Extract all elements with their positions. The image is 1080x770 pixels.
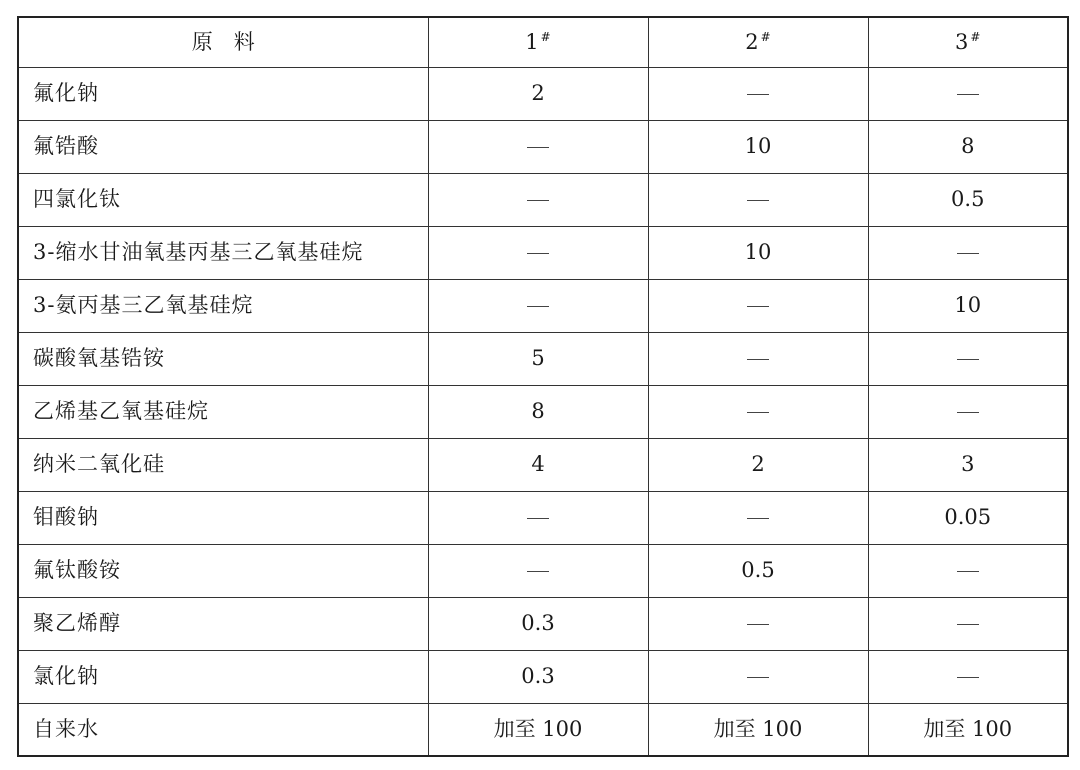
not-applicable-dash: [747, 306, 769, 307]
formula-1-value-cell: [428, 279, 648, 332]
header-formula-2-mark: #: [760, 30, 771, 45]
table-row: [18, 332, 1068, 385]
formula-1-value-cell: [428, 491, 648, 544]
formula-2-value-cell: 10: [648, 226, 868, 279]
formula-1-value-cell: 0.3: [428, 650, 648, 703]
material-name-cell: 3-缩水甘油氧基丙基三乙氧基硅烷: [18, 226, 428, 279]
header-formula-1-mark: #: [540, 30, 551, 45]
formula-3-value-cell: [868, 332, 1068, 385]
table-row: [18, 650, 1068, 703]
table-row: [18, 67, 1068, 120]
material-name-cell: 3-氨丙基三乙氧基硅烷: [18, 279, 428, 332]
table-row: [18, 385, 1068, 438]
table-row: [18, 173, 1068, 226]
formula-3-value-cell: [868, 650, 1068, 703]
formula-3-value-cell: 0.05: [868, 491, 1068, 544]
table-row: [18, 544, 1068, 597]
material-name-cell: 氟化钠: [18, 67, 428, 120]
material-name-cell: 氟钛酸铵: [18, 544, 428, 597]
header-formula-1: [428, 17, 648, 67]
material-name-cell: 纳米二氧化硅: [18, 438, 428, 491]
table-row: [18, 226, 1068, 279]
formula-1-value-cell: [428, 544, 648, 597]
material-name-cell: 自来水: [18, 703, 428, 756]
not-applicable-dash: [527, 147, 549, 148]
table-row: [18, 597, 1068, 650]
formula-1-value-cell: [428, 226, 648, 279]
not-applicable-dash: [747, 94, 769, 95]
material-name-cell: 氟锆酸: [18, 120, 428, 173]
table-body: [18, 67, 1068, 756]
material-name-cell: 钼酸钠: [18, 491, 428, 544]
formula-2-value-cell: [648, 385, 868, 438]
not-applicable-dash: [747, 624, 769, 625]
formula-3-value-cell: 10: [868, 279, 1068, 332]
formula-1-value-cell: 0.3: [428, 597, 648, 650]
header-raw-material: [18, 17, 428, 67]
not-applicable-dash: [747, 677, 769, 678]
formula-1-value-cell: 5: [428, 332, 648, 385]
header-formula-2: [648, 17, 868, 67]
formula-1-value-cell: [428, 173, 648, 226]
formula-2-value-cell: 0.5: [648, 544, 868, 597]
not-applicable-dash: [527, 200, 549, 201]
formula-3-value-cell: 加至 100: [868, 703, 1068, 756]
not-applicable-dash: [747, 359, 769, 360]
formula-3-value-cell: 3: [868, 438, 1068, 491]
header-formula-3: [868, 17, 1068, 67]
not-applicable-dash: [957, 412, 979, 413]
formula-3-value-cell: [868, 67, 1068, 120]
not-applicable-dash: [957, 624, 979, 625]
table-row: [18, 279, 1068, 332]
formula-2-value-cell: [648, 279, 868, 332]
formula-2-value-cell: [648, 491, 868, 544]
formula-2-value-cell: [648, 173, 868, 226]
header-formula-1-label: 1: [525, 30, 539, 55]
formula-1-value-cell: [428, 120, 648, 173]
formula-2-value-cell: 10: [648, 120, 868, 173]
formulation-table-container: [17, 16, 1067, 751]
formula-3-value-cell: [868, 385, 1068, 438]
formula-1-value-cell: 加至 100: [428, 703, 648, 756]
formula-2-value-cell: 2: [648, 438, 868, 491]
header-formula-3-mark: #: [970, 30, 981, 45]
not-applicable-dash: [957, 94, 979, 95]
formula-1-value-cell: 4: [428, 438, 648, 491]
formula-2-value-cell: [648, 597, 868, 650]
header-raw-material-label: 原 料: [191, 29, 255, 54]
formula-1-value-cell: 2: [428, 67, 648, 120]
formula-3-value-cell: [868, 226, 1068, 279]
formula-2-value-cell: [648, 332, 868, 385]
material-name-cell: 聚乙烯醇: [18, 597, 428, 650]
header-formula-3-label: 3: [955, 30, 969, 55]
not-applicable-dash: [957, 677, 979, 678]
not-applicable-dash: [957, 253, 979, 254]
material-name-cell: 碳酸氧基锆铵: [18, 332, 428, 385]
not-applicable-dash: [527, 571, 549, 572]
not-applicable-dash: [527, 306, 549, 307]
formula-2-value-cell: [648, 650, 868, 703]
not-applicable-dash: [747, 200, 769, 201]
not-applicable-dash: [957, 571, 979, 572]
table-row: [18, 491, 1068, 544]
table-row: [18, 120, 1068, 173]
material-name-cell: 氯化钠: [18, 650, 428, 703]
formula-2-value-cell: 加至 100: [648, 703, 868, 756]
formulation-table: [17, 16, 1069, 757]
formula-2-value-cell: [648, 67, 868, 120]
material-name-cell: 乙烯基乙氧基硅烷: [18, 385, 428, 438]
not-applicable-dash: [747, 412, 769, 413]
not-applicable-dash: [527, 518, 549, 519]
material-name-cell: 四氯化钛: [18, 173, 428, 226]
header-formula-2-label: 2: [745, 30, 759, 55]
formula-1-value-cell: 8: [428, 385, 648, 438]
not-applicable-dash: [957, 359, 979, 360]
formula-3-value-cell: 0.5: [868, 173, 1068, 226]
table-row: [18, 703, 1068, 756]
formula-3-value-cell: [868, 597, 1068, 650]
table-header-row: [18, 17, 1068, 67]
not-applicable-dash: [747, 518, 769, 519]
formula-3-value-cell: 8: [868, 120, 1068, 173]
formula-3-value-cell: [868, 544, 1068, 597]
table-row: [18, 438, 1068, 491]
not-applicable-dash: [527, 253, 549, 254]
